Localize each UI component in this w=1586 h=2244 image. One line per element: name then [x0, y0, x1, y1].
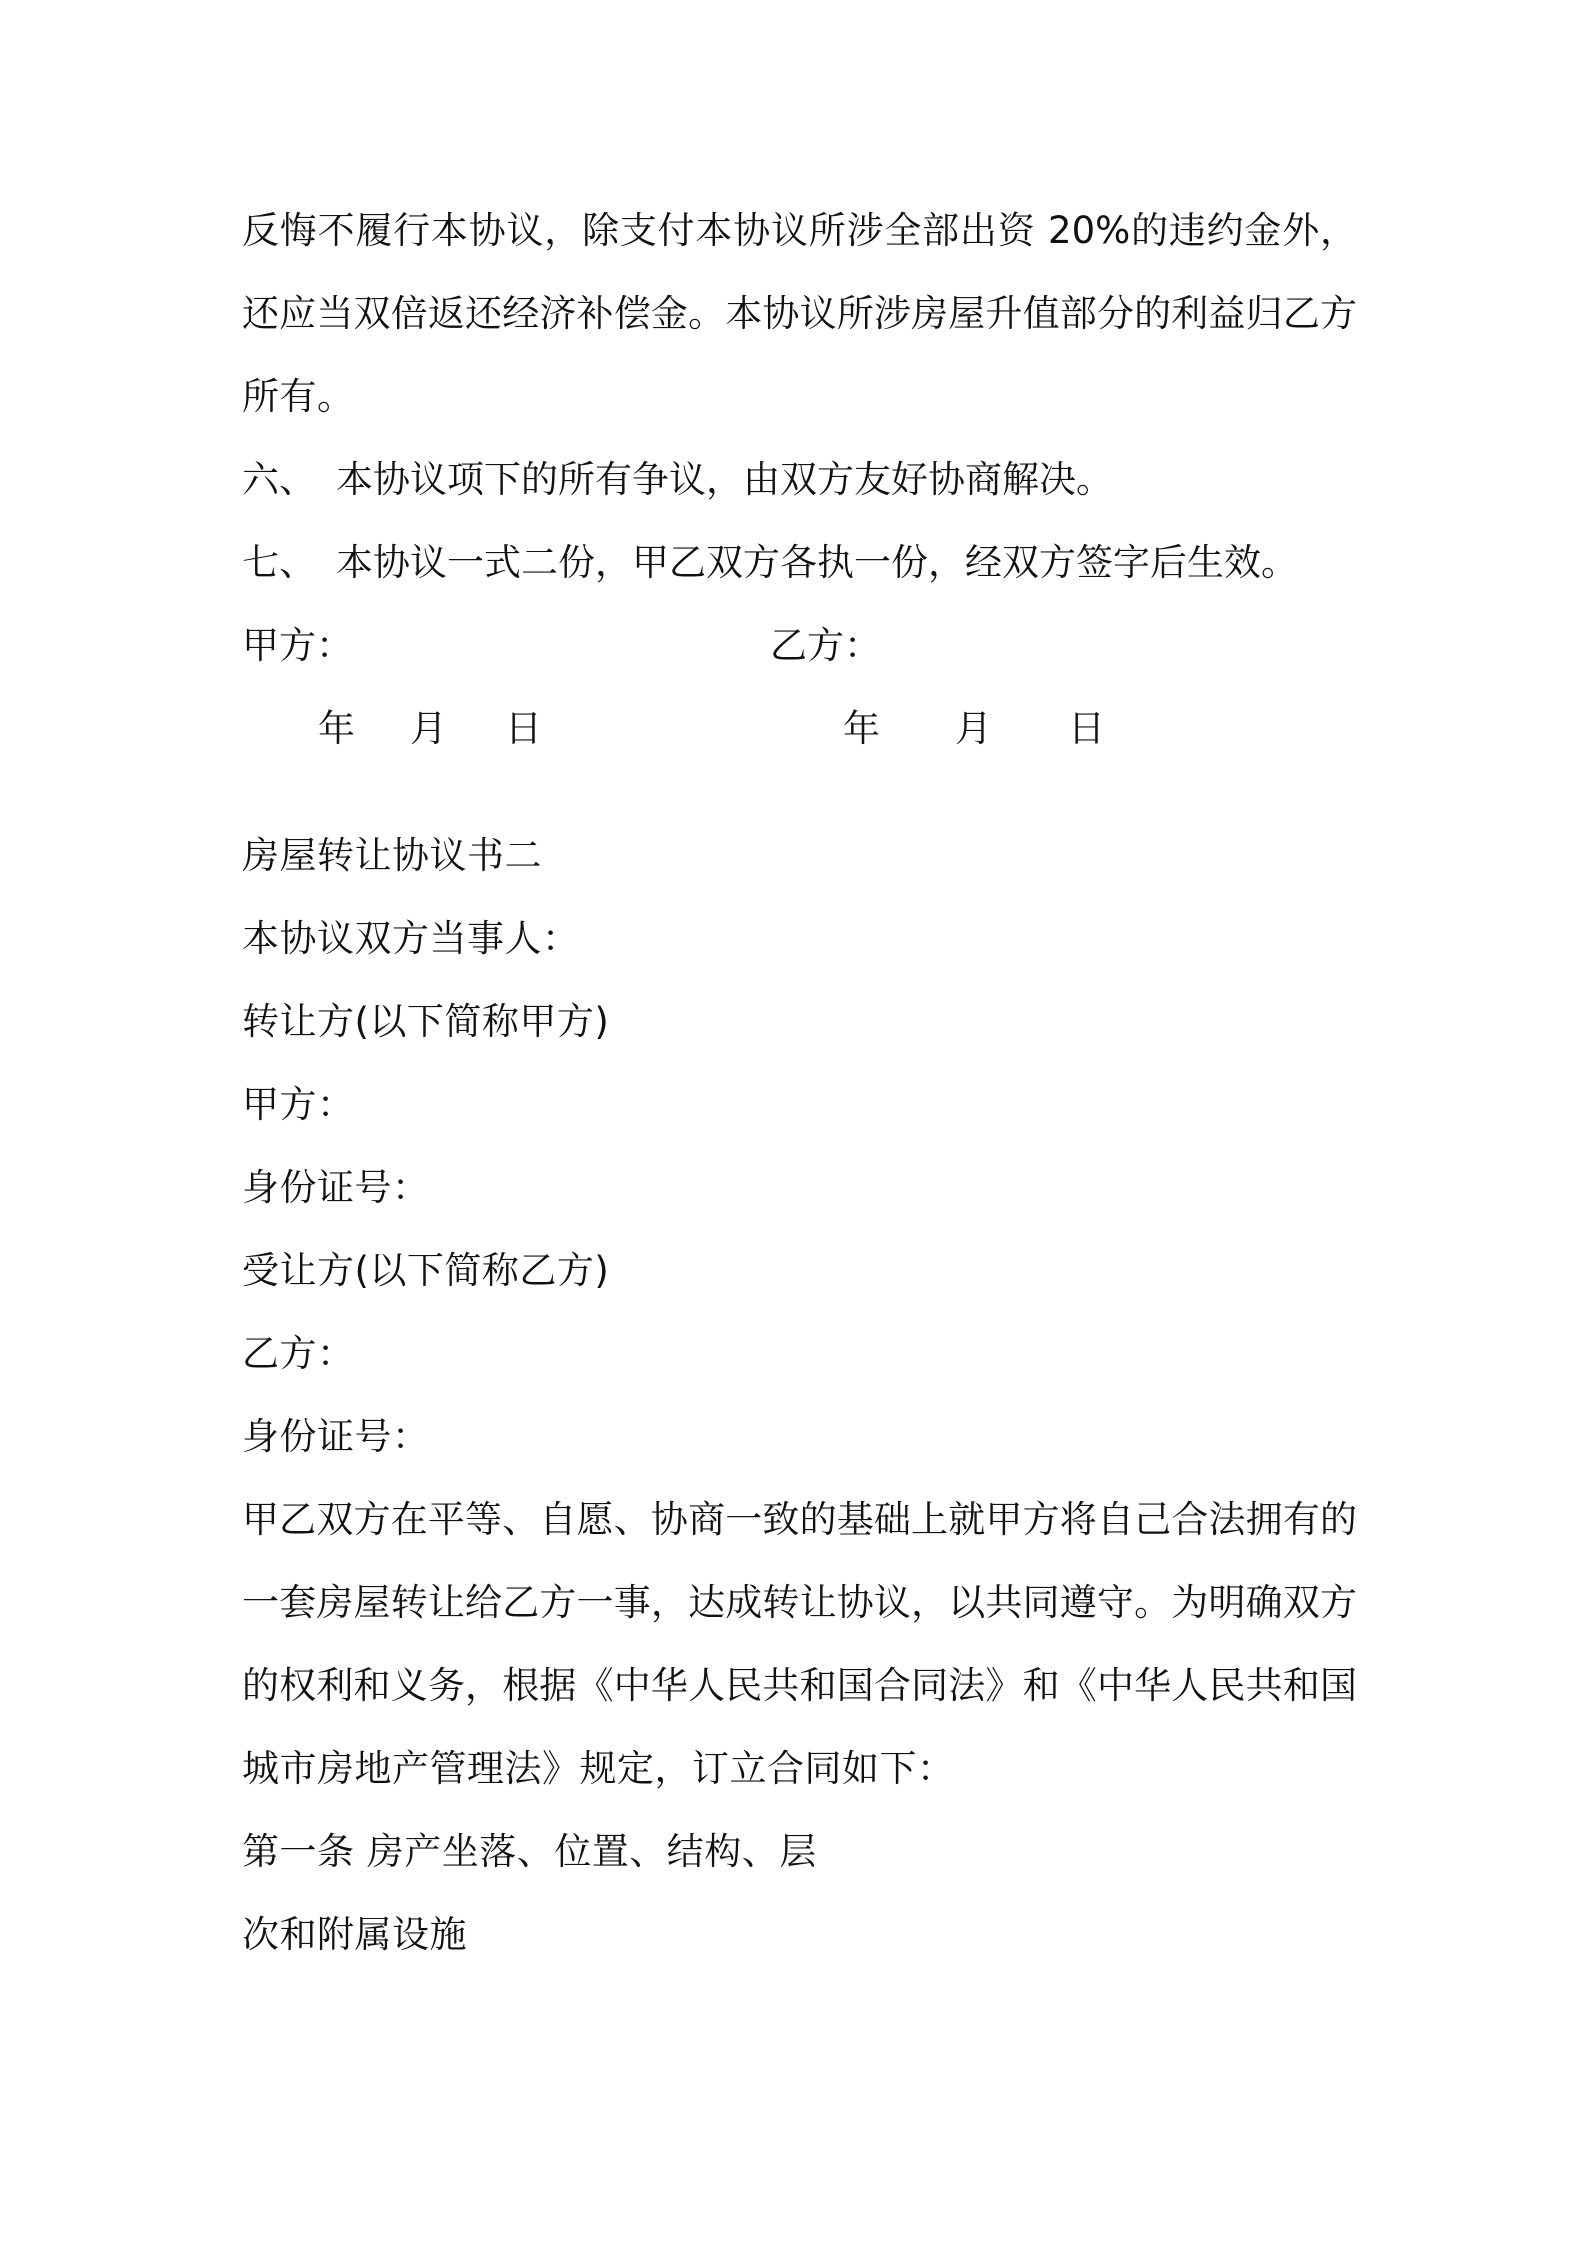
doc2-article1-line-2: 次和附属设施 [242, 1913, 467, 1956]
clause7-number: 七、 [242, 541, 316, 584]
clause5-line-2: 还应当双倍返还经济补偿金。本协议所涉房屋升值部分的利益归乙方 [242, 292, 1357, 335]
clause5-line-1: 反悔不履行本协议，除支付本协议所涉全部出资 20%的违约金外， [242, 209, 1357, 252]
doc2-transferor: 转让方(以下简称甲方) [242, 1000, 610, 1043]
doc2-transferee: 受让方(以下简称乙方) [242, 1249, 610, 1292]
signature-a-year: 年 [318, 707, 355, 750]
doc2-preamble-line-2: 一套房屋转让给乙方一事，达成转让协议，以共同遵守。为明确双方 [242, 1581, 1357, 1624]
clause6-text: 本协议项下的所有争议，由双方友好协商解决。 [336, 458, 1113, 501]
signature-b-day: 日 [1068, 707, 1105, 750]
signature-party-b-label: 乙方： [770, 624, 881, 667]
signature-b-month: 月 [955, 707, 992, 750]
clause6-number: 六、 [242, 458, 316, 501]
doc2-id-b: 身份证号： [242, 1415, 430, 1458]
doc2-preamble-line-3: 的权利和义务，根据《中华人民共和国合同法》和《中华人民共和国 [242, 1664, 1357, 1707]
doc2-article1-line-1: 第一条 房产坐落、位置、结构、层 [242, 1830, 817, 1873]
doc2-party-a: 甲方： [242, 1083, 355, 1126]
clause5-line-3: 所有。 [242, 375, 355, 418]
signature-a-month: 月 [410, 707, 447, 750]
doc2-parties-intro: 本协议双方当事人： [242, 917, 580, 960]
signature-b-year: 年 [843, 707, 880, 750]
doc2-title: 房屋转让协议书二 [242, 834, 542, 877]
doc2-party-b: 乙方： [242, 1332, 355, 1375]
signature-a-day: 日 [505, 707, 542, 750]
doc2-preamble-line-1: 甲乙双方在平等、自愿、协商一致的基础上就甲方将自己合法拥有的 [242, 1498, 1357, 1541]
clause7-text: 本协议一式二份，甲乙双方各执一份，经双方签字后生效。 [336, 541, 1298, 584]
doc2-preamble-line-4: 城市房地产管理法》规定，订立合同如下： [242, 1747, 955, 1790]
doc2-id-a: 身份证号： [242, 1166, 430, 1209]
signature-party-a-label: 甲方： [242, 624, 353, 667]
